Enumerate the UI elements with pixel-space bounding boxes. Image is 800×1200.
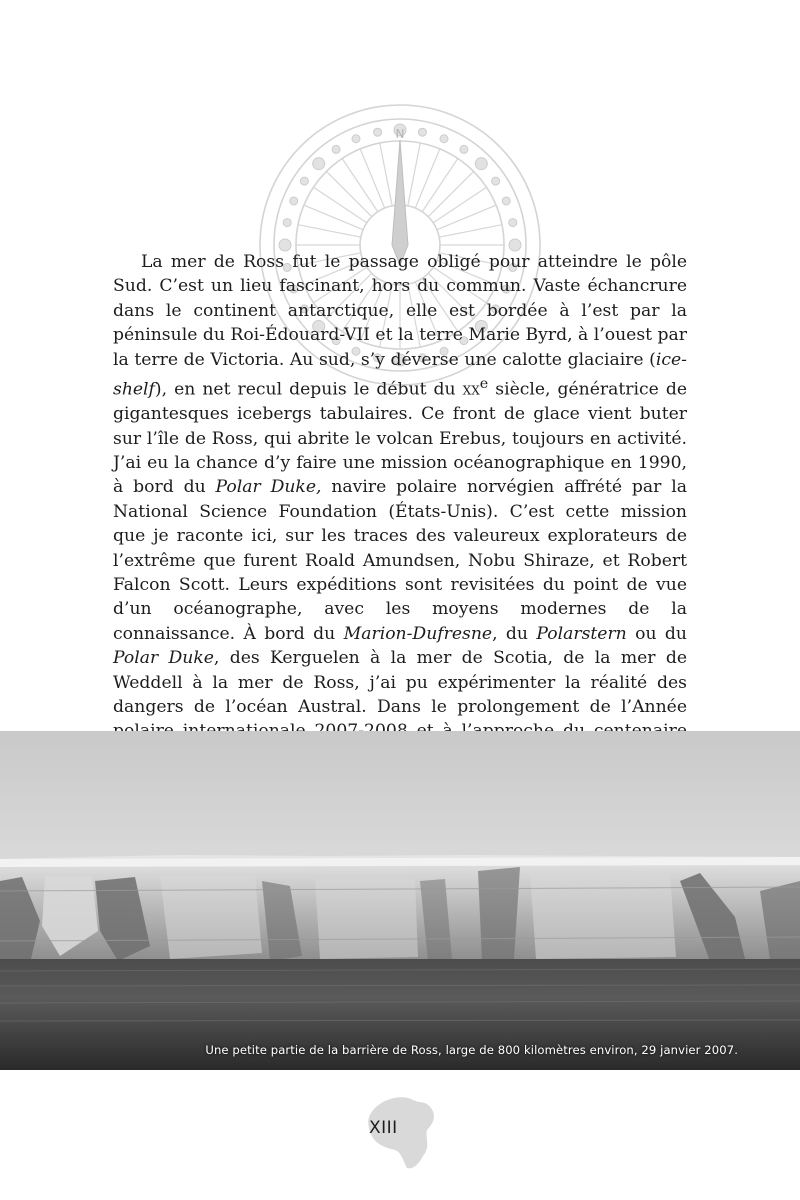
term-ice-shelf: ice-shelf [113,349,687,400]
compass-point-marker [283,219,291,227]
compass-ray [408,143,420,206]
paragraph-text-4: navire polaire norvégien affrété par la National Science Foundation (États-Unis). C’est cette mission que je raconte ici, sur les traces des valeureux explorateurs de l’extrême que furent Roald Amundsen, Nobu Shiraze, et Robert Falcon Scott. Leurs expéditions sont revisitées du point de vue d’un océanographe, avec les moyens modernes de la connaissance. À bord du [113,477,687,644]
compass-point-marker [300,177,308,185]
page-folio [355,1090,455,1175]
compass-ray [342,159,378,212]
compass-ray [415,149,439,208]
compass-ray [422,159,458,212]
compass-ray [428,171,473,216]
compass-ray [380,143,392,206]
paragraph-text-5: , du [492,623,537,644]
compass-point-marker [502,197,510,205]
compass-point-marker [460,145,468,153]
compass-point-marker [332,145,340,153]
compass-ray [304,205,363,229]
ship-name-polarstern: Polarstern [536,623,627,644]
ship-name-polar-duke: Polar Duke, [215,477,322,498]
compass-point-marker [290,197,298,205]
paragraph-text-2: ), en net recul depuis le début du [154,379,463,400]
compass-ray [314,187,367,223]
paragraph-text-1: La mer de Ross fut le passage obligé pour atteindre le pôle Sud. C’est un lieu fascinant, hors du commun. Vaste échancrure dans le continent antarctique, elle est bordée à l’est par la péninsule du Roi-Édouard-VII et la terre Marie Byrd, à l’ouest par la terre de Victoria. Au sud, s’y déverse une calotte glaciaire ( [113,252,687,370]
compass-point-marker [475,158,487,170]
paragraph-text-7: , des Kerguelen à la mer de Scotia, de la mer de Weddell à la mer de Ross, j’ai pu expérimenter la réalité des dangers de l’océan Austral. Dans le prolongement de l’Année [113,648,687,718]
compass-ray [437,205,496,229]
compass-point-marker [492,177,500,185]
compass-ray [360,149,384,208]
compass-north-label: N [395,127,405,141]
paragraph-text-3: siècle, génératrice de gigantesques icebergs tabulaires. Ce front de glace vient buter sur l’île de Ross, qui abrite le volcan Erebus, toujours en activité. J’ai eu la chance d’y faire une mission océanographique en 1990, à bord du [113,379,687,498]
compass-point-marker [418,128,426,136]
north-needle-icon [392,140,408,265]
compass-ray [326,171,371,216]
compass-ray [298,225,361,237]
compass-ray [439,225,502,237]
century-suffix: e [479,376,489,393]
compass-point-marker [440,135,448,143]
compass-point-marker [352,135,360,143]
compass-point-marker [313,158,325,170]
ship-name-marion-dufresne: Marion-Dufresne [343,623,493,644]
compass-point-marker [509,219,517,227]
page-number: XIII [369,1118,398,1138]
ship-name-polar-duke-2: Polar Duke [113,648,214,669]
photo-caption: Une petite partie de la barrière de Ross, large de 800 kilomètres environ, 29 janvier 2007. [205,1043,738,1057]
paragraph-text-6: ou du [626,623,688,644]
ross-ice-shelf-photo [0,731,800,1070]
compass-ray [433,187,486,223]
century-numeral: xx [462,379,480,400]
compass-point-marker [374,128,382,136]
